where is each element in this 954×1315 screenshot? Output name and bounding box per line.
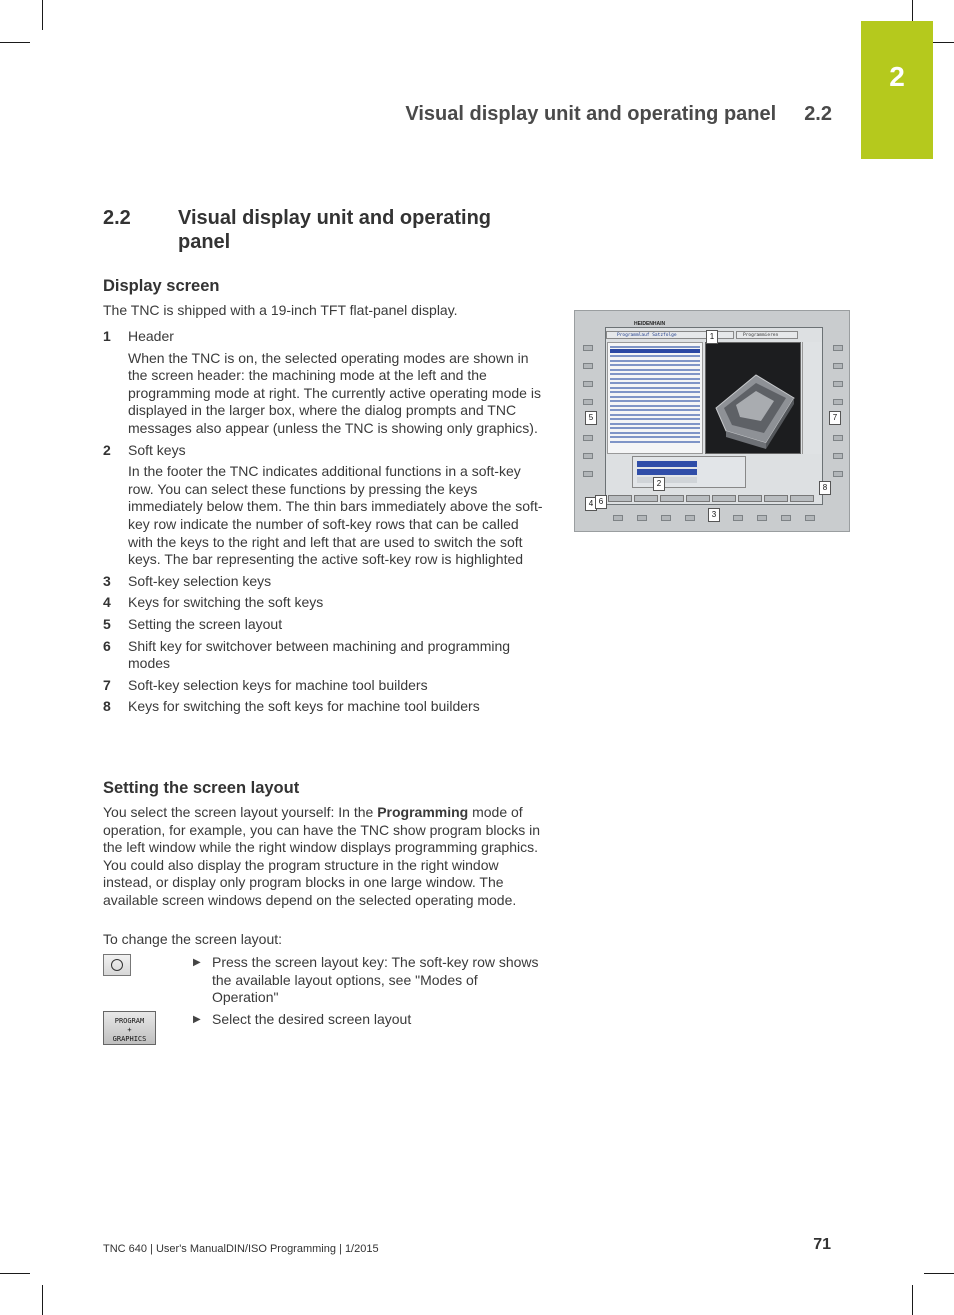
side-key[interactable] [833, 399, 843, 405]
step-2 [103, 1011, 543, 1051]
screen-header-left: Programmlauf Satzfolge [606, 331, 734, 339]
side-key[interactable] [833, 381, 843, 387]
running-head-section: 2.2 [804, 103, 832, 125]
monitor-screen [605, 321, 823, 505]
change-layout-intro: To change the screen layout: [103, 931, 283, 947]
mode-name-bold: Programming [377, 804, 469, 820]
callout-6: 6 [595, 495, 607, 509]
display-screen-intro: The TNC is shipped with a 19-inch TFT flat-panel display. [103, 302, 458, 318]
callout-4: 4 [585, 497, 597, 511]
softkey-line: PROGRAM [114, 1017, 145, 1025]
item-label: Setting the screen layout [128, 615, 283, 632]
side-key[interactable] [583, 363, 593, 369]
arrow-bullet-icon: ▶ [193, 957, 201, 968]
softkey-selection-key[interactable] [781, 515, 791, 521]
item-number: 4 [103, 594, 111, 611]
paragraph-text: You select the screen layout yourself: In the [103, 804, 378, 820]
page-number: 71 [813, 1236, 831, 1253]
item-description: In the footer the TNC indicates additional functions in a soft-key row. You can select these functions by pressing the keys immediately below them. The thin bars immediately above the soft-key row indicate the number of soft-key rows that can be called with the keys to the right and left that are used to switch the soft keys. The bar representing the active soft-key row is highlighted [128, 463, 543, 568]
footer-text: TNC 640 | User's ManualDIN/ISO Programming | 1/2015 [103, 1243, 379, 1255]
list-item [103, 616, 543, 634]
right-softkey-column [802, 342, 822, 454]
callout-5: 5 [585, 411, 597, 425]
softkey-line: + [127, 1026, 132, 1034]
softkey-selection-key[interactable] [637, 515, 647, 521]
item-number: 2 [103, 441, 111, 458]
item-label: Soft-key selection keys for machine tool builders [128, 676, 428, 693]
arrow-bullet-icon: ▶ [193, 1014, 201, 1025]
callout-7: 7 [829, 411, 841, 425]
crop-mark [42, 0, 43, 30]
program-graphics-softkey[interactable] [103, 1011, 156, 1045]
item-description: When the TNC is on, the selected operating modes are shown in the screen header: the machining mode at the left and the programming mode at right. The currently active operating mode is displayed in the larger box, where the dialog prompts and TNC messages also appear (unless the TNC is showing only graphics). [128, 349, 541, 436]
side-key[interactable] [833, 435, 843, 441]
item-number: 7 [103, 676, 111, 693]
side-key[interactable] [833, 453, 843, 459]
side-key[interactable] [583, 453, 593, 459]
tnc-screen-figure [574, 310, 850, 532]
brand-logo: HEIDENHAIN [634, 321, 666, 327]
list-item [103, 328, 543, 438]
chapter-tab: 2 [861, 21, 933, 159]
softkey-selection-key[interactable] [613, 515, 623, 521]
screen-layout-paragraph [103, 804, 543, 910]
list-item [103, 442, 543, 569]
callout-3: 3 [708, 508, 720, 522]
crop-mark [924, 1273, 954, 1274]
softkey-selection-key[interactable] [733, 515, 743, 521]
item-number: 8 [103, 698, 111, 715]
step-1 [103, 954, 543, 1006]
side-key[interactable] [583, 381, 593, 387]
crop-mark [42, 1285, 43, 1315]
step-text: Press the screen layout key: The soft-key row shows the available layout options, see "Modes of Operation" [212, 954, 539, 1006]
side-key[interactable] [583, 435, 593, 441]
side-key[interactable] [583, 399, 593, 405]
list-item [103, 698, 543, 716]
item-number: 3 [103, 572, 111, 589]
graphics-window [705, 342, 801, 454]
item-label: Soft-key selection keys [128, 572, 272, 589]
screen-header-right: Programmieren [736, 331, 798, 339]
screen-layout-key-icon[interactable] [103, 954, 131, 976]
section-title [103, 206, 543, 254]
side-key[interactable] [583, 345, 593, 351]
running-head-title: Visual display unit and operating panel [405, 103, 777, 125]
item-label: Shift key for switchover between machining and programming modes [128, 637, 511, 672]
softkey-selection-key[interactable] [661, 515, 671, 521]
item-number: 6 [103, 637, 111, 654]
item-label: Header [128, 328, 174, 344]
item-number: 5 [103, 615, 111, 632]
list-item [103, 573, 543, 591]
side-key[interactable] [583, 471, 593, 477]
list-item [103, 594, 543, 612]
side-key[interactable] [833, 471, 843, 477]
list-item [103, 677, 543, 695]
item-label: Soft keys [128, 441, 186, 458]
callout-8: 8 [819, 481, 831, 495]
crop-mark [0, 1273, 30, 1274]
program-window [607, 342, 703, 454]
running-head [405, 103, 832, 126]
callout-2: 2 [653, 477, 665, 491]
crop-mark [0, 42, 30, 43]
paragraph-text: mode of operation, for example, you can have the TNC show program blocks in the left window while the right window displays programming graphics. You could also display the program structure in the right window instead, or display only program blocks in one large window. The available screen windows depend on the selected operating mode. [103, 804, 541, 908]
item-label: Keys for switching the soft keys [128, 594, 324, 611]
screen-layout-heading: Setting the screen layout [103, 779, 300, 797]
softkey-line: GRAPHICS [112, 1035, 147, 1043]
softkey-row [606, 495, 822, 503]
side-key[interactable] [833, 345, 843, 351]
side-key[interactable] [833, 363, 843, 369]
callout-1: 1 [706, 330, 718, 344]
section-title-text: Visual display unit and operating panel [178, 207, 492, 253]
section-number: 2.2 [103, 207, 131, 229]
softkey-selection-key[interactable] [757, 515, 767, 521]
workpiece-graphic [706, 343, 800, 453]
crop-mark [912, 1285, 913, 1315]
item-number: 1 [103, 328, 111, 344]
softkey-selection-key[interactable] [805, 515, 815, 521]
list-item [103, 638, 543, 673]
display-screen-heading: Display screen [103, 277, 220, 295]
legend-list [103, 328, 543, 720]
softkey-selection-key[interactable] [685, 515, 695, 521]
step-text: Select the desired screen layout [212, 1011, 412, 1027]
item-label: Keys for switching the soft keys for machine tool builders [128, 698, 480, 715]
position-display [632, 456, 746, 488]
